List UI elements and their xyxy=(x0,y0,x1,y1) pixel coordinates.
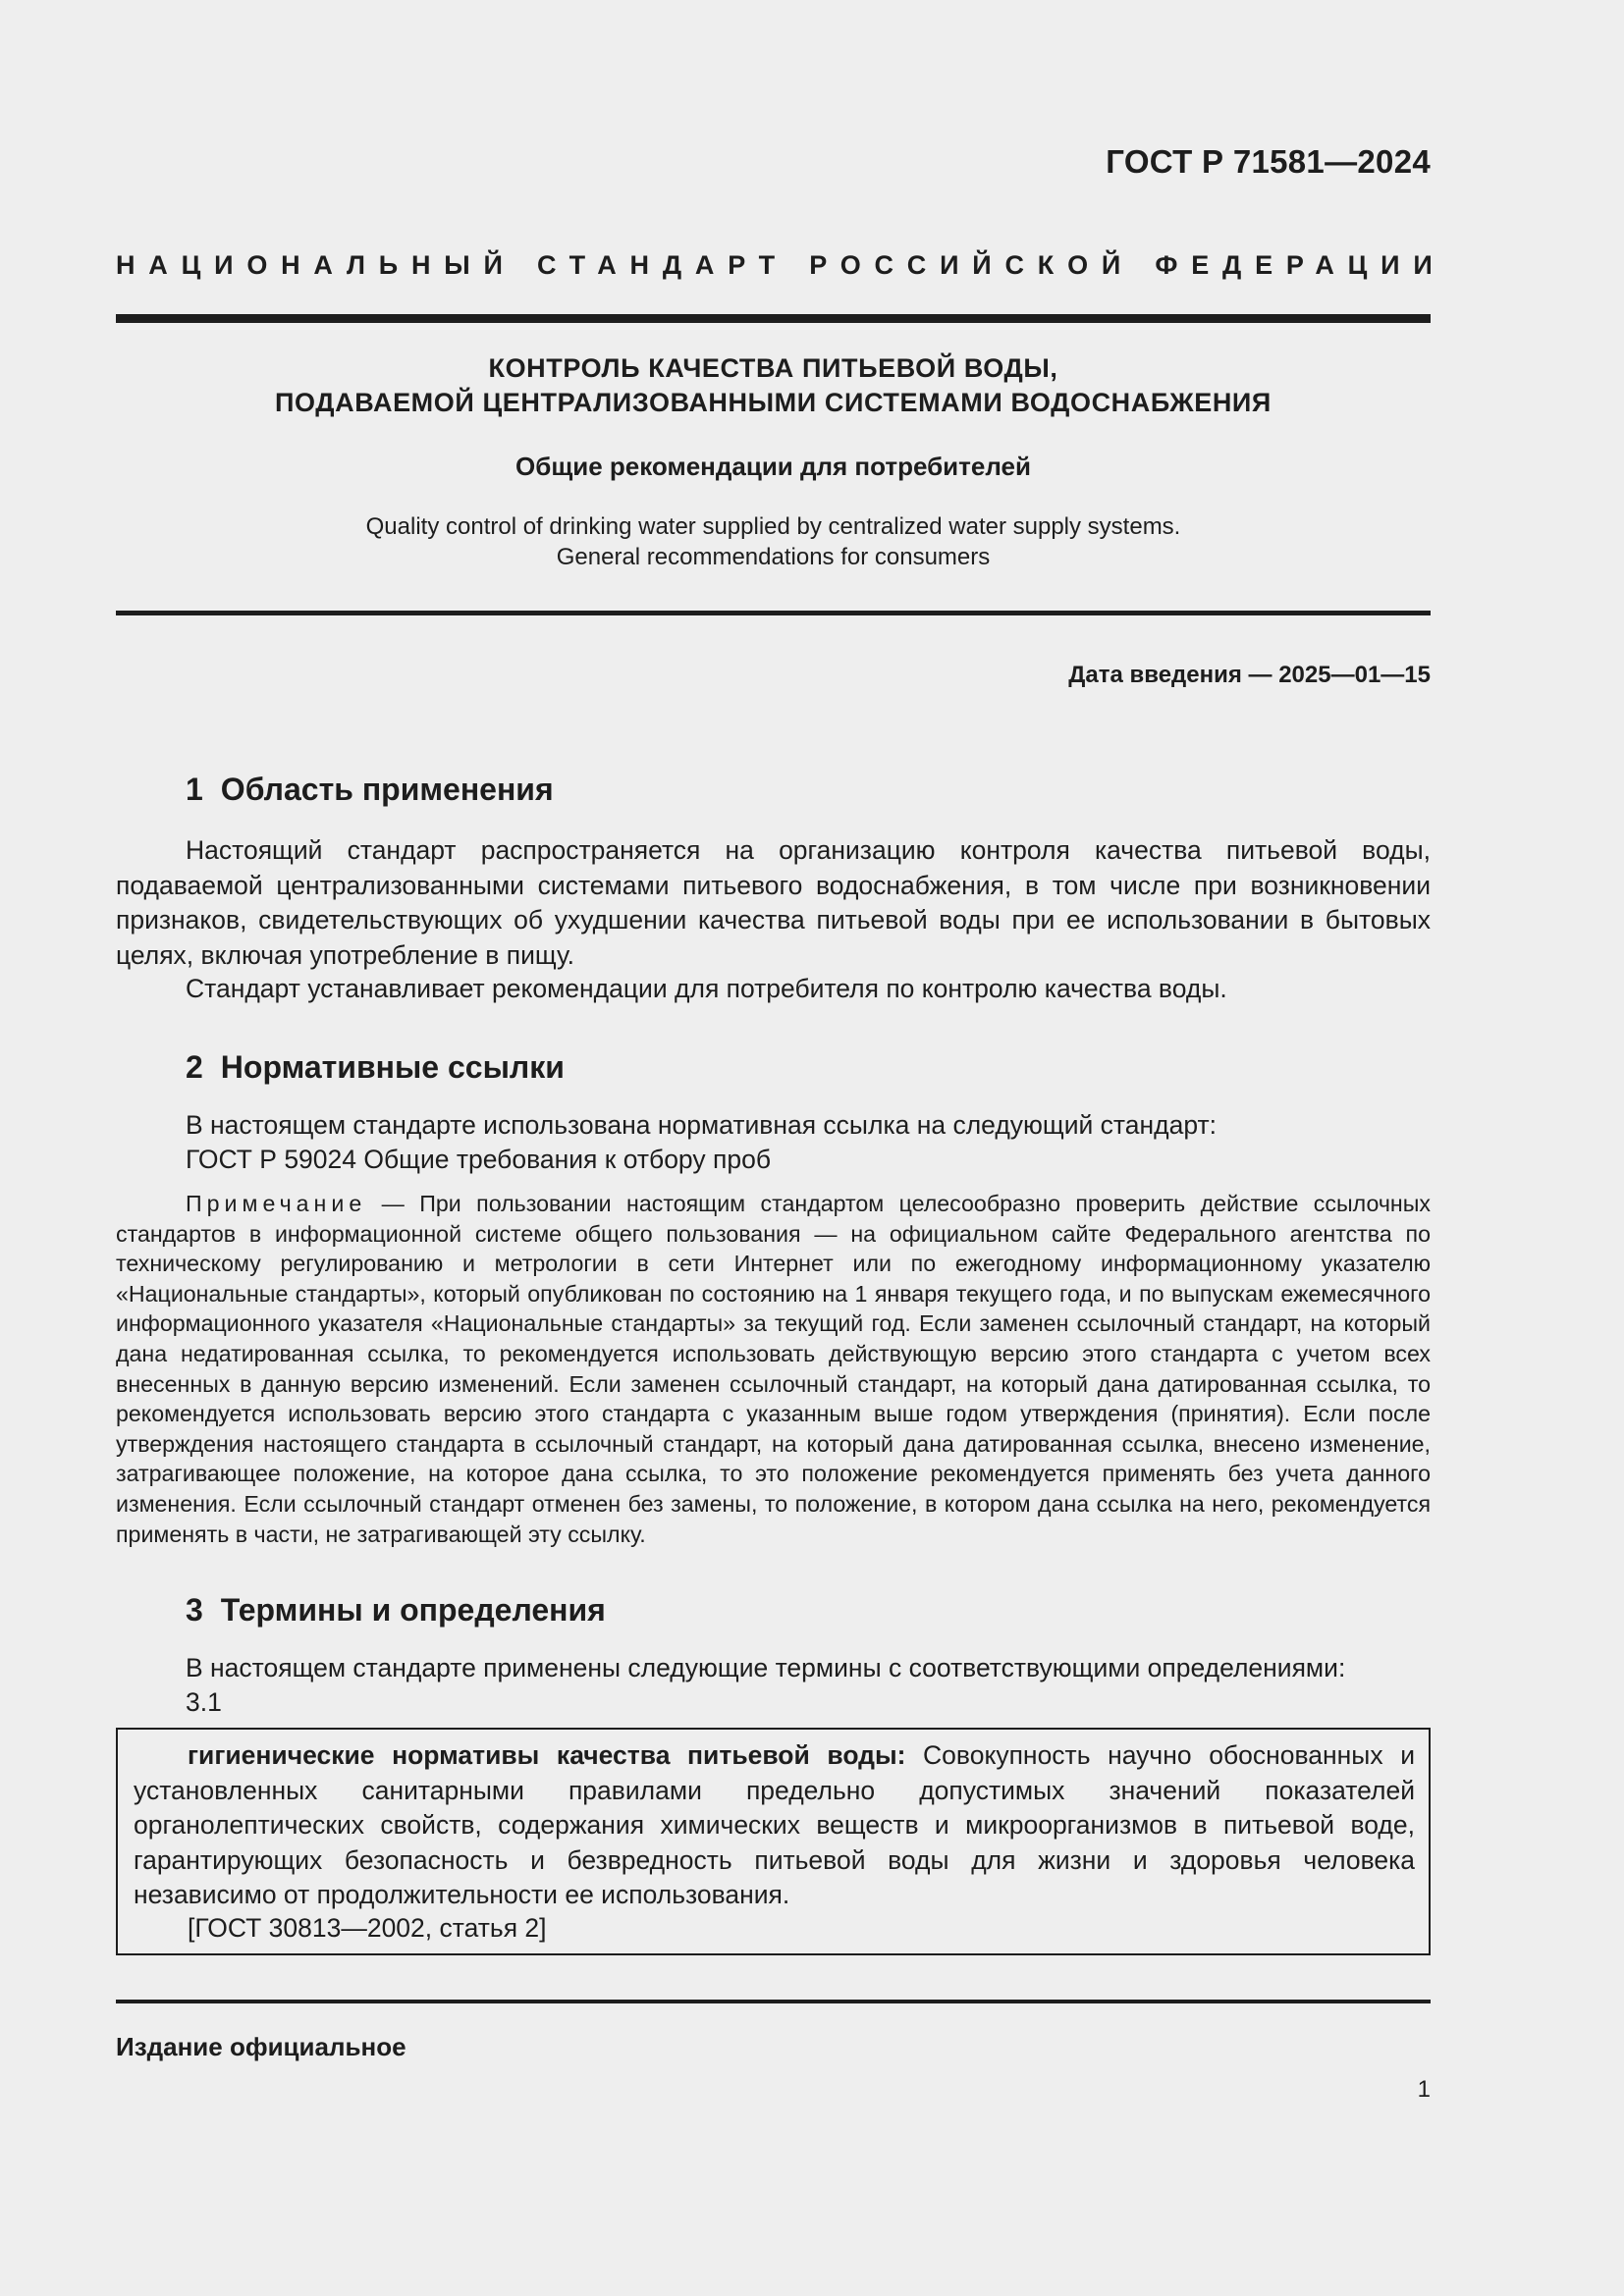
subtitle: Общие рекомендации для потребителей xyxy=(515,452,1031,481)
english-title-line-2: General recommendations for consumers xyxy=(556,544,991,570)
section-1-paragraph-1-text: Настоящий стандарт распространяется на организацию контроля качества питьевой воды, подаваемой централизованными системами питьевого водоснабжения, в том числе при возникновении признаков, свидетельствующих об ухудшении качества питьевой воды при ее использовании в бытовых целях, включая употребление в пищу. xyxy=(116,835,1431,970)
page-number: 1 xyxy=(1417,2076,1431,2103)
term-definition xyxy=(134,1738,1415,1913)
introduction-date: Дата введения — 2025—01—15 xyxy=(1068,662,1431,688)
section-2-number: 2 xyxy=(186,1049,203,1085)
document-number: ГОСТ Р 71581—2024 xyxy=(1106,143,1431,180)
section-3-number: 3 xyxy=(186,1592,203,1628)
section-3-heading xyxy=(186,1592,606,1629)
term-definition-box xyxy=(116,1728,1431,1955)
national-standard-heading: НАЦИОНАЛЬНЫЙ СТАНДАРТ РОССИЙСКОЙ ФЕДЕРАЦИИ xyxy=(116,250,1446,280)
section-2-heading xyxy=(186,1049,565,1086)
term-number: 3.1 xyxy=(186,1687,222,1717)
edition-label: Издание официальное xyxy=(116,2032,406,2061)
term-definition-text: Совокупность научно обоснованных и установленных санитарными правилами предельно допустимых значений показателей органолептических свойств, содержания химических веществ и микроорганизмов в питьевой воде, гарантирующих безопасность и безвредность питьевой воды для жизни и здоровья человека независимо от продолжительности ее использования. xyxy=(134,1740,1415,1909)
footer-rule xyxy=(116,2000,1431,2003)
note-paragraph xyxy=(116,1189,1431,1549)
title-bottom-rule xyxy=(116,611,1431,615)
term-name: гигиенические нормативы качества питьевой воды: xyxy=(188,1740,906,1770)
section-1-paragraph-1 xyxy=(116,833,1431,973)
section-3-title: Термины и определения xyxy=(220,1592,606,1628)
note-label: Примечание xyxy=(186,1191,367,1216)
section-1-heading xyxy=(186,772,554,808)
title-line-1: КОНТРОЛЬ КАЧЕСТВА ПИТЬЕВОЙ ВОДЫ, xyxy=(488,353,1058,383)
section-1-number: 1 xyxy=(186,772,203,807)
english-title-line-1: Quality control of drinking water supplied by centralized water supply systems. xyxy=(365,513,1181,540)
normative-reference: ГОСТ Р 59024 Общие требования к отбору проб xyxy=(186,1145,771,1174)
top-rule xyxy=(116,314,1431,323)
section-1-title: Область применения xyxy=(220,772,554,807)
section-2-title: Нормативные ссылки xyxy=(220,1049,565,1085)
note-text: — При пользовании настоящим стандартом целесообразно проверить действие ссылочных стандартов в информационной системе общего пользования — на официальном сайте Федерального агентства по техническому регулированию и метрологии в сети Интернет или по ежегодному информационному указателю «Национальные стандарты», который опубликован по состоянию на 1 января текущего года, и по выпускам ежемесячного информационного указателя «Национальные стандарты» за текущий год. Если заменен ссылочный стандарт, на который дана недатированная ссылка, то рекомендуется использовать действующую версию этого стандарта с учетом всех внесенных в данную версию изменений. Если заменен ссылочный стандарт, на который дана датированная ссылка, то рекомендуется использовать версию этого стандарта с указанным выше годом утверждения (принятия). Если после утверждения настоящего стандарта в ссылочный стандарт, на который дана датированная ссылка, внесено изменение, затрагивающее положение, на которое дана ссылка, то это положение рекомендуется применять без учета данного изменения. Если ссылочный стандарт отменен без замены, то положение, в котором дана ссылка на него, рекомендуется применять в части, не затрагивающей эту ссылку. xyxy=(116,1191,1431,1547)
term-source: [ГОСТ 30813—2002, статья 2] xyxy=(188,1913,547,1943)
section-3-paragraph-1: В настоящем стандарте применены следующие термины с соответствующими определениями: xyxy=(186,1653,1346,1682)
title-line-2: ПОДАВАЕМОЙ ЦЕНТРАЛИЗОВАННЫМИ СИСТЕМАМИ ВОДОСНАБЖЕНИЯ xyxy=(275,388,1272,417)
section-2-paragraph-1: В настоящем стандарте использована нормативная ссылка на следующий стандарт: xyxy=(186,1110,1217,1140)
section-1-paragraph-2: Стандарт устанавливает рекомендации для потребителя по контролю качества воды. xyxy=(186,974,1227,1003)
